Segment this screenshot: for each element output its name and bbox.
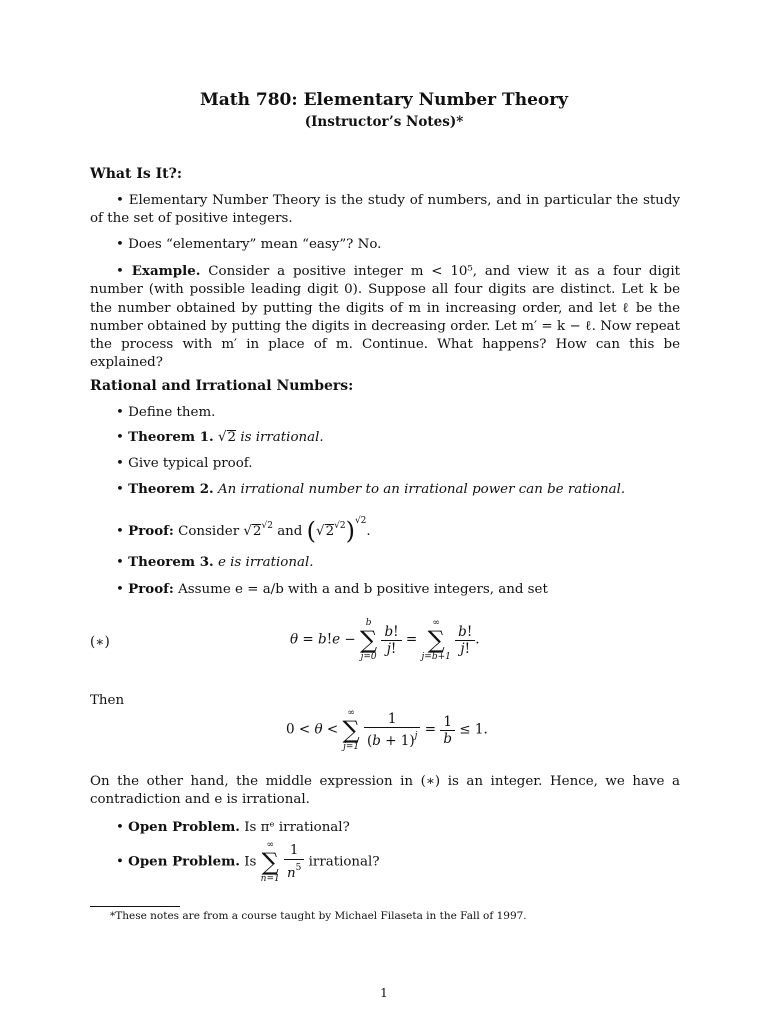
open1-label: Open Problem. xyxy=(128,819,240,835)
document-title: Math 780: Elementary Number Theory xyxy=(199,90,569,110)
paragraph-elementary-text: Does “elementary” mean “easy”? No. xyxy=(128,237,382,252)
paragraph-definition: • Elementary Number Theory is the study of numbers, and in particular the study of the set of positive integers. xyxy=(90,193,681,227)
theorem3-label: Theorem 3. xyxy=(128,554,214,570)
theorem2-text: An irrational number to an irrational power can be rational. xyxy=(217,482,626,497)
paragraph-example: • Example. Consider a positive integer m < 10⁵, and view it as a four digit number (with possible leading digit 0). Suppose all four digits are distinct. Let k be the number obtained by putting the digits of m in increasing order, and let ℓ be the number obtained by putting the digits in decreasing order. Let m′ = k − ℓ. Now repeat the process with m′ in place of m. Continue. What happens? How can this be explained? xyxy=(90,263,680,371)
sqrt2-symbol: √2 xyxy=(217,430,237,445)
proof1-and: and xyxy=(277,524,303,539)
paragraph-conclusion: On the other hand, the middle expression in (∗) is an integer. Hence, we have a contradiction and e is irrational. xyxy=(90,774,680,808)
open2-label: Open Problem. xyxy=(128,853,240,870)
paragraph-definition-text: Elementary Number Theory is the study of numbers, and in particular the study of the set of positive integers. xyxy=(90,193,681,227)
theorem1-text: is irrational. xyxy=(240,430,324,445)
equation-theta: θ = b!e − b ∑ j=0 $\frac{b!}{j!}$ = ∞ ∑ j=b+1 $\frac{b!}{j!}$ . xyxy=(290,618,480,662)
list-item-open2: • Open Problem. Is ∞ ∑ n=1 $\frac{1}{n^5}$ irrational? xyxy=(116,840,380,884)
theorem3-text: e is irrational. xyxy=(217,555,314,570)
theorem2-label: Theorem 2. xyxy=(128,481,214,497)
proof1-label: Proof: xyxy=(128,523,174,539)
example-text: Consider a positive integer m < 10⁵, and view it as a four digit number (with possible leading digit 0). Suppose all four digits are distinct. Let k be the number obtained by putting the digits of m in increasing order, and let ℓ be the number obtained by putting the digits in decreasing order. Let m′ = k − ℓ. Now repeat the process with m′ in place of m. Continue. What happens? How can this be explained? xyxy=(90,264,680,371)
open2-is: Is xyxy=(244,854,257,870)
equation-tag: (∗) xyxy=(90,634,110,650)
list-item-define: • Define them. xyxy=(116,405,216,420)
expr-nested-power: $(√2^{√2})^{√2}$ xyxy=(306,516,367,545)
theorem1-label: Theorem 1. xyxy=(128,429,214,445)
proof1-consider: Consider xyxy=(178,524,240,539)
document-subtitle: (Instructor’s Notes)* xyxy=(304,114,464,130)
example-label: Example. xyxy=(131,263,201,279)
paragraph-elementary: • Does “elementary” mean “easy”? No. xyxy=(116,237,382,252)
typical-proof-text: Give typical proof. xyxy=(128,456,253,471)
proof2-text: Assume e = a/b with a and b positive integers, and set xyxy=(178,582,548,597)
list-item-theorem2: • Theorem 2. An irrational number to an irrational power can be rational. xyxy=(116,481,626,497)
equation-bound: 0 < θ < ∞ ∑ j=1 $\frac{1}{(b + 1)^j}$ = $\frac{1}{b}$ ≤ 1. xyxy=(286,708,488,752)
list-item-proof2: • Proof: Assume e = a/b with a and b positive integers, and set xyxy=(116,581,548,597)
list-item-open1: • Open Problem. Is πᵉ irrational? xyxy=(116,819,350,835)
list-item-theorem1: • Theorem 1. √2 is irrational. xyxy=(116,429,324,445)
list-item-proof1: • Proof: Consider $√2^{√2}$ and $(√2^{√2})^{√2}$. xyxy=(116,516,371,545)
list-item-theorem3: • Theorem 3. e is irrational. xyxy=(116,554,314,570)
footnote-rule xyxy=(90,906,180,907)
open1-text: Is πᵉ irrational? xyxy=(244,820,350,835)
section-heading-what-is-it: What Is It?: xyxy=(90,166,183,182)
define-text: Define them. xyxy=(128,405,216,420)
section-heading-rational: Rational and Irrational Numbers: xyxy=(90,378,354,394)
proof2-label: Proof: xyxy=(128,581,174,597)
then-text: Then xyxy=(90,693,125,708)
footnote: *These notes are from a course taught by Michael Filaseta in the Fall of 1997. xyxy=(110,910,527,922)
list-item-typical-proof: • Give typical proof. xyxy=(116,456,253,471)
page-number: 1 xyxy=(380,986,388,1000)
open2-irr: irrational? xyxy=(308,854,380,870)
expr-sqrt2-pow-sqrt2: $√2^{√2}$ xyxy=(243,521,273,539)
